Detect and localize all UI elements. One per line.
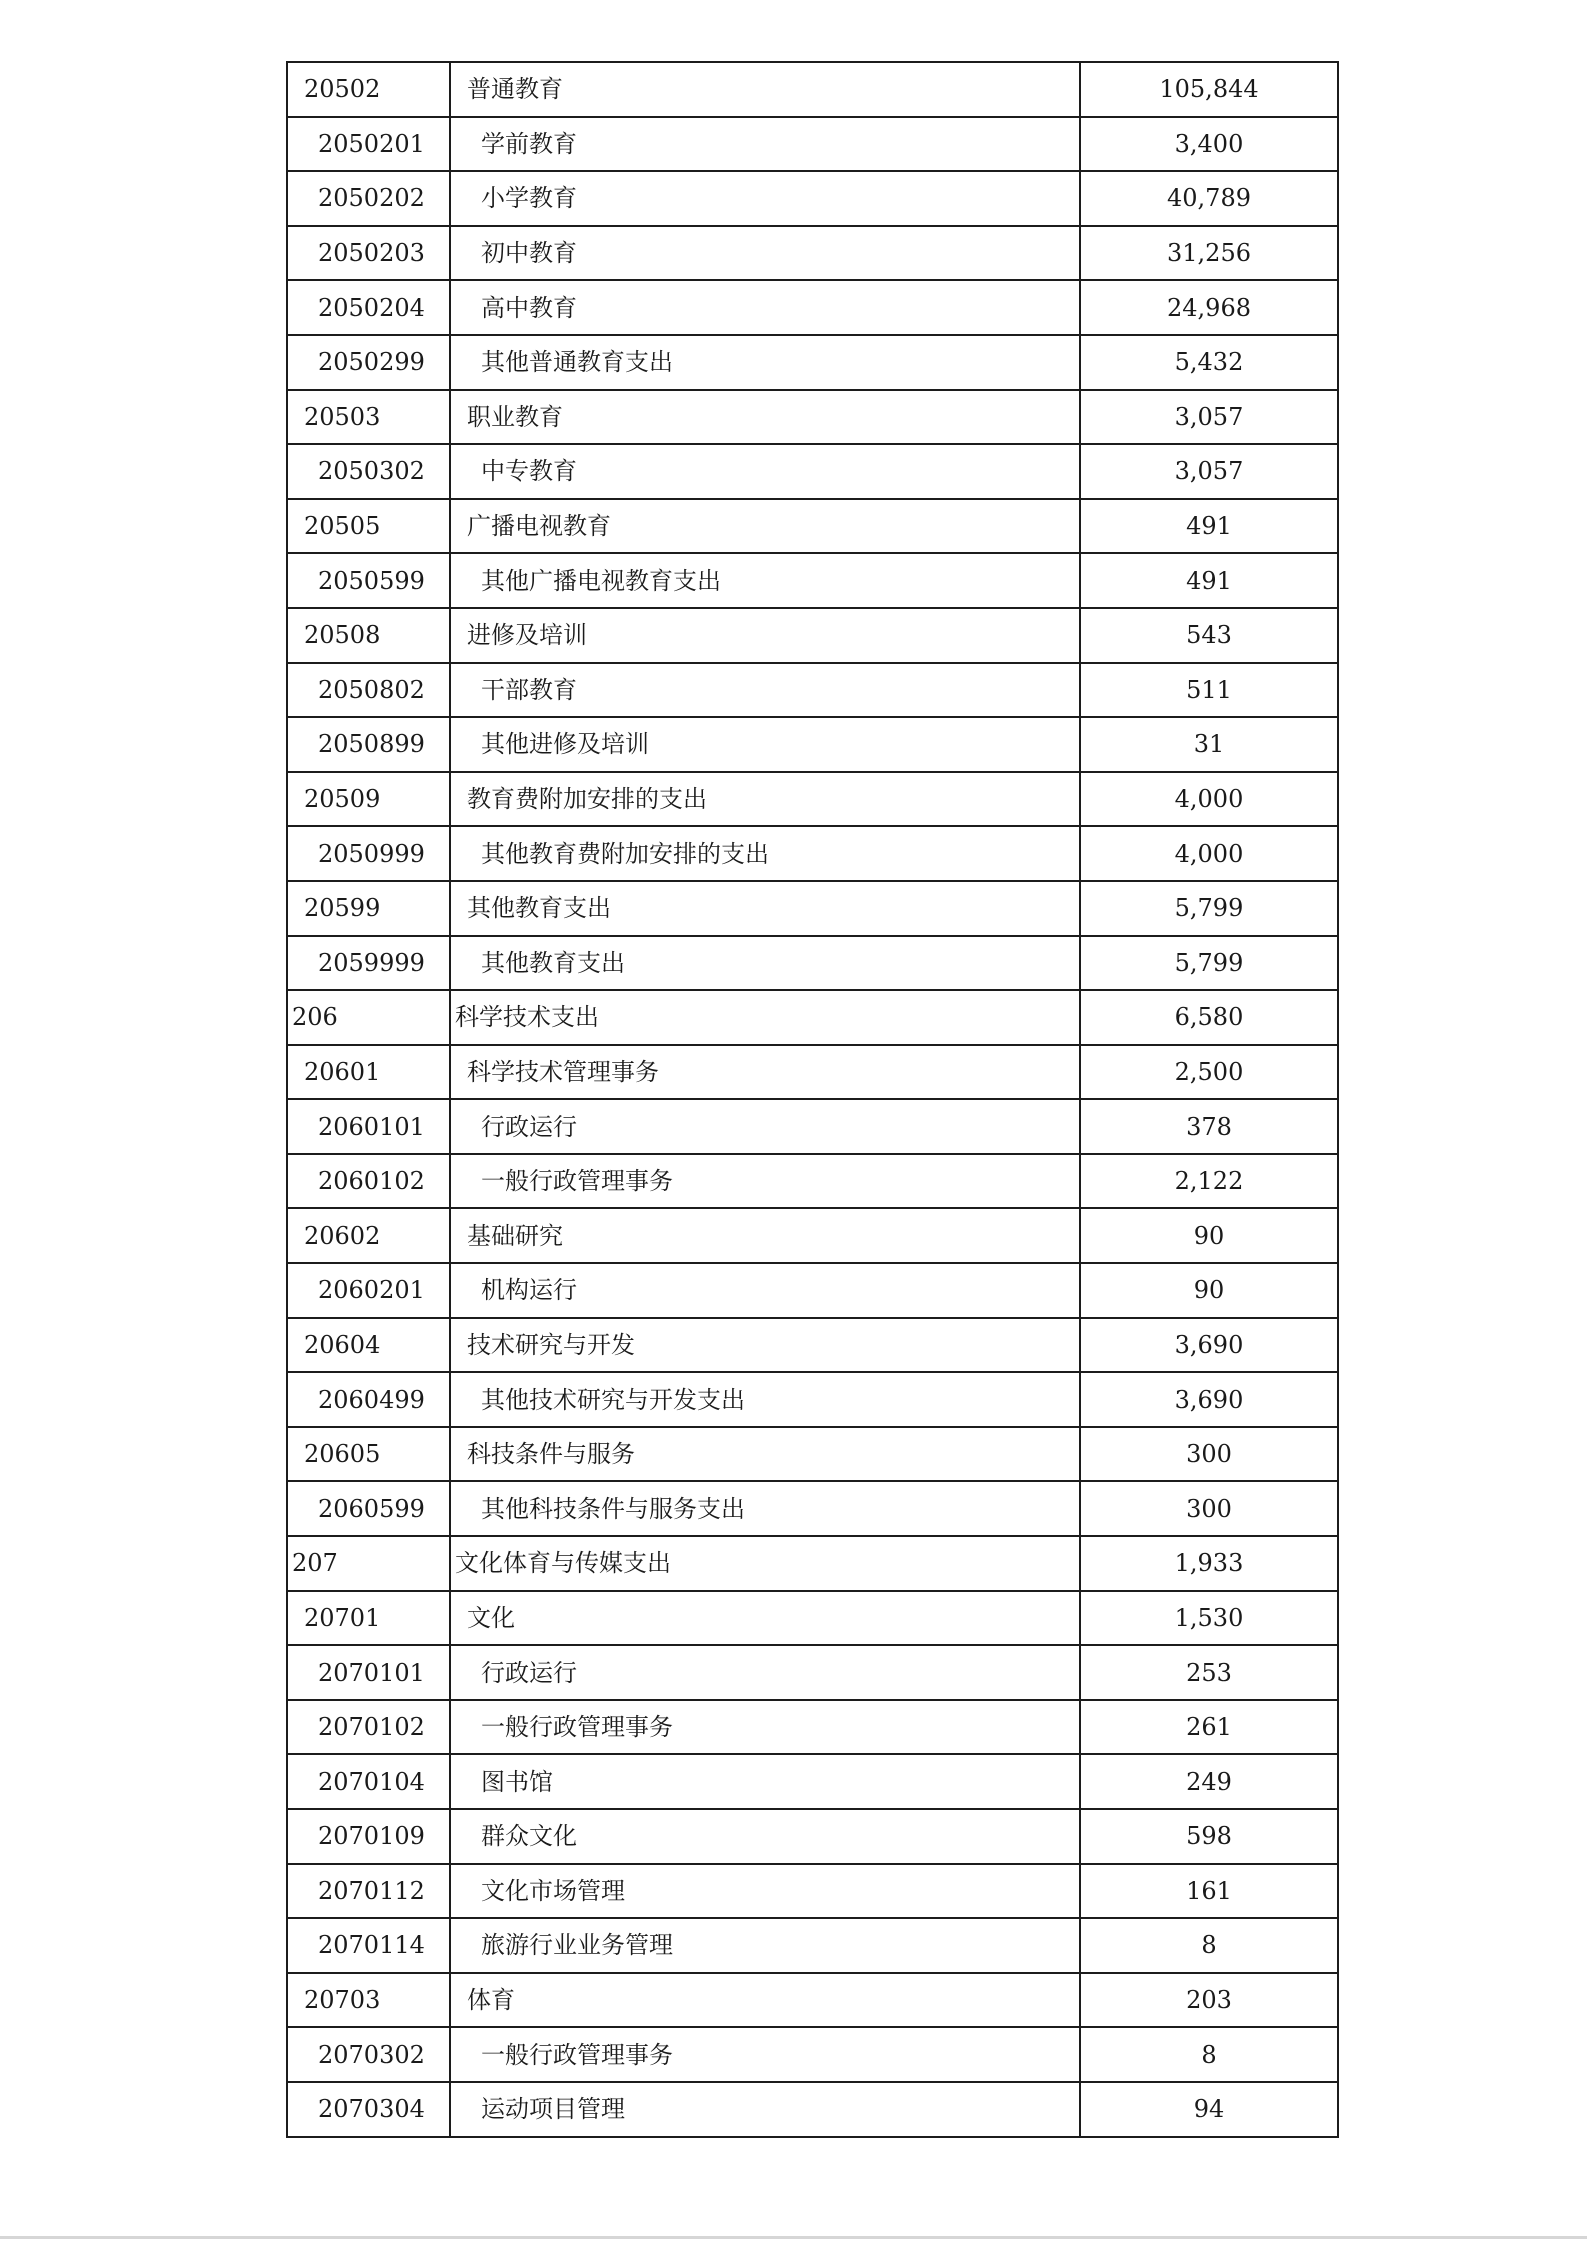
subject-code-text: 2060599 xyxy=(318,1494,425,1523)
subject-code-cell xyxy=(287,1263,450,1318)
amount-cell xyxy=(1080,936,1338,991)
table-row xyxy=(287,1645,1338,1700)
subject-code-cell xyxy=(287,717,450,772)
table-row xyxy=(287,717,1338,772)
subject-code-text: 2060201 xyxy=(318,1276,425,1305)
subject-name-cell xyxy=(450,1045,1080,1100)
table-row xyxy=(287,2027,1338,2082)
subject-name-cell xyxy=(450,1481,1080,1536)
subject-code-text: 20703 xyxy=(304,1986,381,2015)
subject-name-cell xyxy=(450,1427,1080,1482)
amount-cell xyxy=(1080,1536,1338,1591)
subject-code-cell xyxy=(287,390,450,445)
amount-text: 8 xyxy=(1201,1931,1217,1960)
subject-code-cell xyxy=(287,226,450,281)
table-row xyxy=(287,62,1338,117)
subject-name-text: 行政运行 xyxy=(481,1112,577,1141)
subject-name-text: 科学技术支出 xyxy=(455,1003,599,1032)
subject-name-cell xyxy=(450,1754,1080,1809)
table-row xyxy=(287,1700,1338,1755)
amount-cell xyxy=(1080,499,1338,554)
amount-text: 253 xyxy=(1186,1658,1232,1687)
subject-code-cell xyxy=(287,280,450,335)
amount-cell xyxy=(1080,390,1338,445)
amount-cell xyxy=(1080,1481,1338,1536)
amount-cell xyxy=(1080,280,1338,335)
amount-text: 8 xyxy=(1201,2040,1217,2069)
subject-name-text: 体育 xyxy=(467,1986,515,2015)
subject-name-text: 其他进修及培训 xyxy=(481,730,649,759)
amount-text: 1,933 xyxy=(1174,1549,1244,1578)
table-row xyxy=(287,936,1338,991)
table-row xyxy=(287,1099,1338,1154)
subject-name-text: 其他科技条件与服务支出 xyxy=(481,1494,745,1523)
subject-name-cell xyxy=(450,1536,1080,1591)
amount-cell xyxy=(1080,1973,1338,2028)
table-row xyxy=(287,990,1338,1045)
subject-name-cell xyxy=(450,717,1080,772)
amount-cell xyxy=(1080,335,1338,390)
amount-text: 543 xyxy=(1186,621,1232,650)
subject-code-cell xyxy=(287,62,450,117)
subject-name-text: 其他教育费附加安排的支出 xyxy=(481,839,769,868)
table-row xyxy=(287,772,1338,827)
subject-code-cell xyxy=(287,1372,450,1427)
amount-text: 491 xyxy=(1186,512,1232,541)
subject-code-cell xyxy=(287,1754,450,1809)
table-row xyxy=(287,1372,1338,1427)
subject-code-text: 206 xyxy=(292,1003,338,1032)
subject-name-text: 一般行政管理事务 xyxy=(481,2040,673,2069)
subject-name-text: 其他广播电视教育支出 xyxy=(481,566,721,595)
amount-cell xyxy=(1080,990,1338,1045)
subject-code-text: 2070109 xyxy=(318,1822,425,1851)
subject-code-cell xyxy=(287,1591,450,1646)
amount-text: 5,432 xyxy=(1174,348,1244,377)
subject-name-text: 初中教育 xyxy=(481,239,577,268)
subject-name-cell xyxy=(450,499,1080,554)
subject-code-text: 20601 xyxy=(304,1057,381,1086)
amount-text: 94 xyxy=(1193,2095,1225,2124)
budget-document xyxy=(286,61,1331,2138)
amount-text: 3,690 xyxy=(1174,1330,1244,1359)
subject-name-text: 进修及培训 xyxy=(467,621,587,650)
amount-text: 31 xyxy=(1193,730,1225,759)
table-row xyxy=(287,1427,1338,1482)
subject-name-text: 技术研究与开发 xyxy=(467,1330,635,1359)
amount-cell xyxy=(1080,1645,1338,1700)
amount-cell xyxy=(1080,171,1338,226)
table-row xyxy=(287,1045,1338,1100)
table-row xyxy=(287,1481,1338,1536)
amount-cell xyxy=(1080,1208,1338,1263)
amount-text: 3,057 xyxy=(1174,402,1244,431)
subject-name-cell xyxy=(450,62,1080,117)
amount-text: 511 xyxy=(1186,675,1232,704)
amount-text: 6,580 xyxy=(1174,1003,1244,1032)
amount-cell xyxy=(1080,1154,1338,1209)
table-row xyxy=(287,826,1338,881)
subject-name-text: 其他技术研究与开发支出 xyxy=(481,1385,745,1414)
subject-name-text: 教育费附加安排的支出 xyxy=(467,785,707,814)
amount-cell xyxy=(1080,881,1338,936)
amount-text: 378 xyxy=(1186,1112,1232,1141)
amount-cell xyxy=(1080,226,1338,281)
subject-code-cell xyxy=(287,2082,450,2137)
subject-code-text: 2060499 xyxy=(318,1385,425,1414)
subject-code-cell xyxy=(287,1318,450,1373)
subject-code-text: 2050204 xyxy=(318,293,425,322)
amount-text: 90 xyxy=(1193,1221,1225,1250)
table-row xyxy=(287,499,1338,554)
amount-cell xyxy=(1080,1864,1338,1919)
subject-code-cell xyxy=(287,608,450,663)
table-row xyxy=(287,2082,1338,2137)
amount-text: 3,400 xyxy=(1174,129,1244,158)
subject-code-cell xyxy=(287,881,450,936)
amount-text: 105,844 xyxy=(1159,75,1259,104)
scan-edge-line xyxy=(0,2236,1587,2239)
subject-name-cell xyxy=(450,1372,1080,1427)
amount-text: 261 xyxy=(1186,1713,1232,1742)
subject-name-cell xyxy=(450,990,1080,1045)
subject-code-cell xyxy=(287,117,450,172)
amount-text: 5,799 xyxy=(1174,948,1244,977)
table-row xyxy=(287,280,1338,335)
subject-code-cell xyxy=(287,772,450,827)
subject-code-text: 20502 xyxy=(304,75,381,104)
amount-cell xyxy=(1080,62,1338,117)
subject-name-cell xyxy=(450,608,1080,663)
subject-code-cell xyxy=(287,990,450,1045)
table-row xyxy=(287,1154,1338,1209)
subject-code-text: 20602 xyxy=(304,1221,381,1250)
subject-name-cell xyxy=(450,2027,1080,2082)
amount-text: 2,122 xyxy=(1174,1167,1244,1196)
amount-text: 300 xyxy=(1186,1440,1232,1469)
subject-name-text: 行政运行 xyxy=(481,1658,577,1687)
amount-text: 5,799 xyxy=(1174,894,1244,923)
subject-code-text: 20503 xyxy=(304,402,381,431)
subject-name-cell xyxy=(450,1918,1080,1973)
subject-code-text: 2059999 xyxy=(318,948,425,977)
subject-code-text: 2060101 xyxy=(318,1112,425,1141)
subject-code-text: 2050299 xyxy=(318,348,425,377)
amount-cell xyxy=(1080,444,1338,499)
amount-cell xyxy=(1080,663,1338,718)
subject-name-text: 群众文化 xyxy=(481,1822,577,1851)
amount-text: 3,057 xyxy=(1174,457,1244,486)
subject-name-cell xyxy=(450,1318,1080,1373)
subject-code-cell xyxy=(287,1154,450,1209)
subject-name-cell xyxy=(450,1645,1080,1700)
amount-cell xyxy=(1080,608,1338,663)
subject-name-cell xyxy=(450,171,1080,226)
subject-name-cell xyxy=(450,1864,1080,1919)
subject-name-text: 旅游行业业务管理 xyxy=(481,1931,673,1960)
amount-cell xyxy=(1080,117,1338,172)
amount-text: 249 xyxy=(1186,1767,1232,1796)
amount-text: 90 xyxy=(1193,1276,1225,1305)
amount-text: 300 xyxy=(1186,1494,1232,1523)
subject-name-text: 其他教育支出 xyxy=(481,948,625,977)
subject-code-cell xyxy=(287,936,450,991)
subject-code-text: 2070302 xyxy=(318,2040,425,2069)
amount-cell xyxy=(1080,1318,1338,1373)
subject-code-text: 2070304 xyxy=(318,2095,425,2124)
table-row xyxy=(287,1536,1338,1591)
table-row xyxy=(287,117,1338,172)
subject-code-text: 20605 xyxy=(304,1440,381,1469)
table-row xyxy=(287,226,1338,281)
subject-name-cell xyxy=(450,826,1080,881)
subject-name-text: 机构运行 xyxy=(481,1276,577,1305)
subject-code-cell xyxy=(287,444,450,499)
subject-name-cell xyxy=(450,553,1080,608)
subject-code-text: 2050302 xyxy=(318,457,425,486)
subject-code-cell xyxy=(287,1700,450,1755)
amount-cell xyxy=(1080,1045,1338,1100)
amount-cell xyxy=(1080,1809,1338,1864)
subject-name-cell xyxy=(450,1973,1080,2028)
subject-name-cell xyxy=(450,1208,1080,1263)
subject-name-text: 文化体育与传媒支出 xyxy=(455,1549,671,1578)
table-row xyxy=(287,1208,1338,1263)
subject-name-text: 基础研究 xyxy=(467,1221,563,1250)
subject-code-text: 20599 xyxy=(304,894,381,923)
subject-name-text: 其他教育支出 xyxy=(467,894,611,923)
subject-code-text: 20508 xyxy=(304,621,381,650)
amount-cell xyxy=(1080,553,1338,608)
subject-code-text: 2050202 xyxy=(318,184,425,213)
subject-code-text: 2050899 xyxy=(318,730,425,759)
subject-code-text: 2050802 xyxy=(318,675,425,704)
subject-name-text: 一般行政管理事务 xyxy=(481,1713,673,1742)
subject-code-text: 2070114 xyxy=(318,1931,425,1960)
subject-code-cell xyxy=(287,1427,450,1482)
amount-text: 598 xyxy=(1186,1822,1232,1851)
table-row xyxy=(287,1918,1338,1973)
table-row xyxy=(287,335,1338,390)
subject-name-text: 普通教育 xyxy=(467,75,563,104)
table-row xyxy=(287,553,1338,608)
amount-cell xyxy=(1080,772,1338,827)
amount-text: 203 xyxy=(1186,1986,1232,2015)
amount-text: 2,500 xyxy=(1174,1057,1244,1086)
subject-code-text: 2050203 xyxy=(318,239,425,268)
subject-name-text: 中专教育 xyxy=(481,457,577,486)
subject-name-text: 职业教育 xyxy=(467,402,563,431)
subject-name-cell xyxy=(450,444,1080,499)
amount-cell xyxy=(1080,1700,1338,1755)
subject-name-cell xyxy=(450,1591,1080,1646)
budget-table-body xyxy=(287,62,1338,2137)
amount-text: 161 xyxy=(1186,1876,1232,1905)
subject-code-text: 2070104 xyxy=(318,1767,425,1796)
subject-code-text: 2050999 xyxy=(318,839,425,868)
subject-code-cell xyxy=(287,1918,450,1973)
amount-cell xyxy=(1080,1754,1338,1809)
subject-code-text: 20505 xyxy=(304,512,381,541)
subject-name-cell xyxy=(450,1099,1080,1154)
subject-name-cell xyxy=(450,881,1080,936)
subject-name-text: 图书馆 xyxy=(481,1767,553,1796)
subject-name-cell xyxy=(450,1263,1080,1318)
subject-code-cell xyxy=(287,1809,450,1864)
subject-name-cell xyxy=(450,936,1080,991)
subject-code-text: 20701 xyxy=(304,1603,381,1632)
table-row xyxy=(287,881,1338,936)
table-row xyxy=(287,1809,1338,1864)
amount-cell xyxy=(1080,1427,1338,1482)
subject-code-cell xyxy=(287,1864,450,1919)
subject-name-cell xyxy=(450,1809,1080,1864)
table-row xyxy=(287,171,1338,226)
subject-code-cell xyxy=(287,663,450,718)
subject-code-text: 2070102 xyxy=(318,1713,425,1742)
amount-text: 4,000 xyxy=(1174,785,1244,814)
subject-name-cell xyxy=(450,335,1080,390)
subject-code-cell xyxy=(287,1645,450,1700)
amount-cell xyxy=(1080,1099,1338,1154)
subject-name-text: 一般行政管理事务 xyxy=(481,1167,673,1196)
subject-code-text: 207 xyxy=(292,1549,338,1578)
subject-name-text: 科学技术管理事务 xyxy=(467,1057,659,1086)
subject-name-cell xyxy=(450,1154,1080,1209)
table-row xyxy=(287,1754,1338,1809)
subject-code-text: 2050201 xyxy=(318,129,425,158)
subject-code-cell xyxy=(287,553,450,608)
amount-cell xyxy=(1080,826,1338,881)
amount-text: 3,690 xyxy=(1174,1385,1244,1414)
subject-name-cell xyxy=(450,226,1080,281)
subject-code-cell xyxy=(287,1536,450,1591)
subject-code-text: 2070112 xyxy=(318,1876,425,1905)
subject-code-cell xyxy=(287,1208,450,1263)
subject-code-text: 20509 xyxy=(304,785,381,814)
subject-name-cell xyxy=(450,772,1080,827)
subject-name-text: 文化市场管理 xyxy=(481,1876,625,1905)
subject-code-cell xyxy=(287,2027,450,2082)
table-row xyxy=(287,663,1338,718)
subject-name-text: 运动项目管理 xyxy=(481,2095,625,2124)
amount-text: 31,256 xyxy=(1167,239,1251,268)
subject-name-cell xyxy=(450,390,1080,445)
amount-cell xyxy=(1080,2027,1338,2082)
subject-code-cell xyxy=(287,335,450,390)
subject-code-text: 2050599 xyxy=(318,566,425,595)
subject-name-text: 小学教育 xyxy=(481,184,577,213)
subject-code-cell xyxy=(287,1099,450,1154)
subject-name-cell xyxy=(450,1700,1080,1755)
subject-code-cell xyxy=(287,171,450,226)
table-row xyxy=(287,1591,1338,1646)
amount-cell xyxy=(1080,1591,1338,1646)
subject-name-text: 广播电视教育 xyxy=(467,512,611,541)
table-row xyxy=(287,444,1338,499)
subject-name-text: 科技条件与服务 xyxy=(467,1440,635,1469)
amount-text: 40,789 xyxy=(1167,184,1251,213)
table-row xyxy=(287,390,1338,445)
amount-cell xyxy=(1080,717,1338,772)
amount-text: 1,530 xyxy=(1174,1603,1244,1632)
amount-cell xyxy=(1080,2082,1338,2137)
subject-name-text: 干部教育 xyxy=(481,675,577,704)
subject-name-cell xyxy=(450,663,1080,718)
table-row xyxy=(287,1864,1338,1919)
amount-cell xyxy=(1080,1372,1338,1427)
amount-text: 24,968 xyxy=(1167,293,1251,322)
budget-table xyxy=(286,61,1339,2138)
table-row xyxy=(287,1318,1338,1373)
subject-code-cell xyxy=(287,1045,450,1100)
subject-name-cell xyxy=(450,117,1080,172)
subject-name-text: 高中教育 xyxy=(481,293,577,322)
subject-code-cell xyxy=(287,826,450,881)
amount-text: 4,000 xyxy=(1174,839,1244,868)
table-row xyxy=(287,1973,1338,2028)
amount-cell xyxy=(1080,1918,1338,1973)
subject-code-cell xyxy=(287,1481,450,1536)
subject-name-text: 文化 xyxy=(467,1603,515,1632)
subject-code-text: 2070101 xyxy=(318,1658,425,1687)
subject-code-text: 20604 xyxy=(304,1330,381,1359)
subject-code-cell xyxy=(287,499,450,554)
table-row xyxy=(287,1263,1338,1318)
amount-text: 491 xyxy=(1186,566,1232,595)
subject-name-text: 其他普通教育支出 xyxy=(481,348,673,377)
subject-name-cell xyxy=(450,280,1080,335)
table-row xyxy=(287,608,1338,663)
subject-name-text: 学前教育 xyxy=(481,129,577,158)
subject-code-text: 2060102 xyxy=(318,1167,425,1196)
subject-name-cell xyxy=(450,2082,1080,2137)
subject-code-cell xyxy=(287,1973,450,2028)
amount-cell xyxy=(1080,1263,1338,1318)
